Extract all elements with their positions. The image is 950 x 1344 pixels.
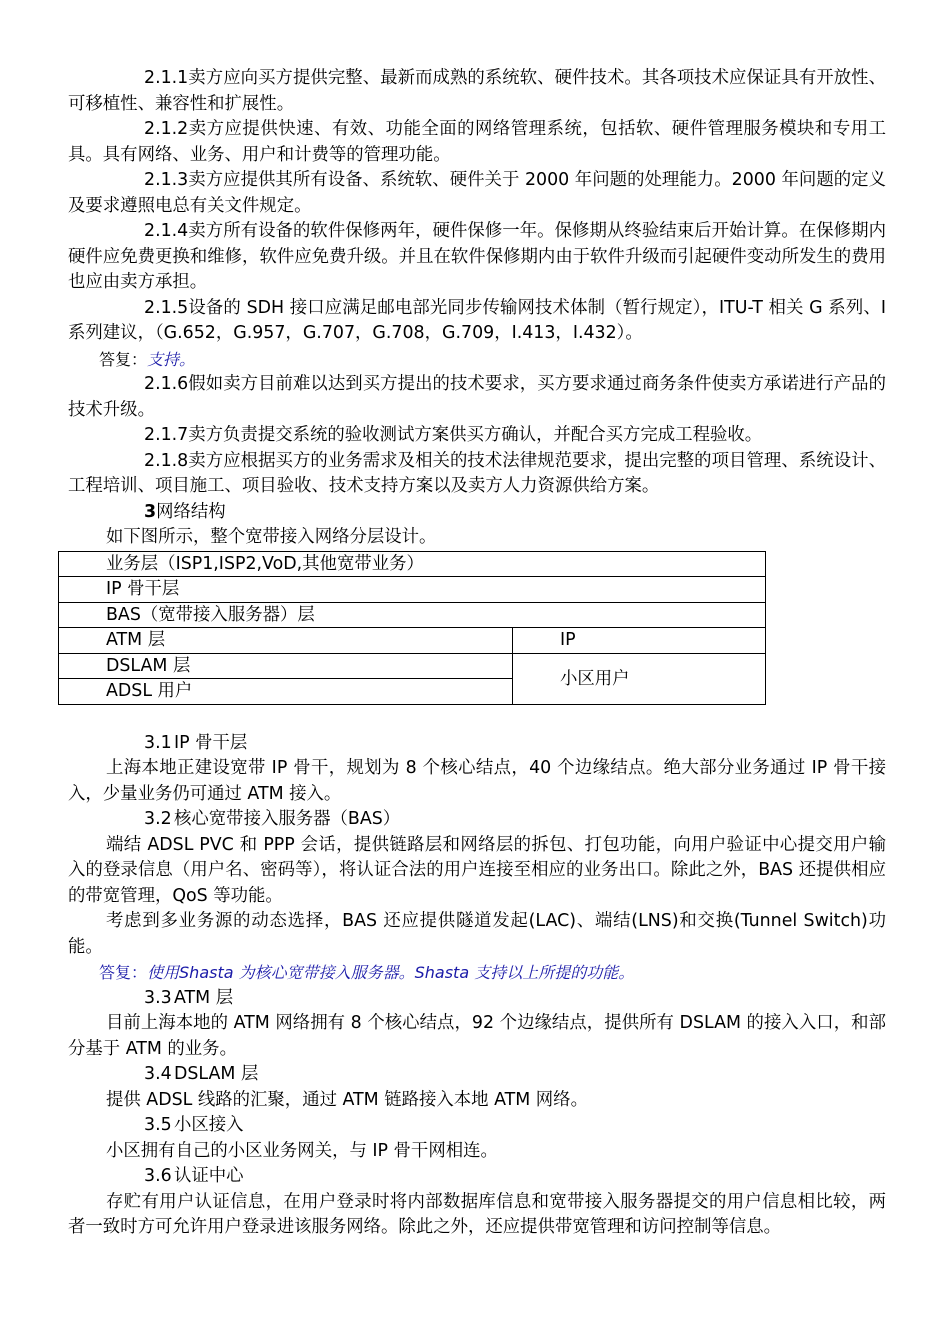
- section-number: 3.2: [144, 809, 172, 829]
- section-3-5-heading: [68, 1113, 886, 1139]
- table-row: [59, 577, 766, 603]
- clause-number: 2.1.3: [144, 170, 189, 190]
- reply-text: 支持。: [147, 349, 196, 369]
- clause-2-1-4: [68, 219, 886, 296]
- section-3-2-text-2: 考虑到多业务源的动态选择，BAS 还应提供隧道发起(LAC)、端结(LNS)和交换(Tunnel Switch)功能。: [68, 911, 886, 957]
- table-row: [59, 602, 766, 628]
- clause-number: 2.1.6: [144, 374, 189, 394]
- clause-2-1-8: [68, 449, 886, 500]
- section-3-4-text: 提供 ADSL 线路的汇聚，通过 ATM 链路接入本地 ATM 网络。: [106, 1089, 588, 1110]
- table-row: [59, 628, 766, 654]
- clause-text: 卖方应提供其所有设备、系统软、硬件关于 2000 年问题的处理能力。2000 年问题的定义及要求遵照电总有关文件规定。: [68, 170, 886, 216]
- table-cell: IP 骨干层: [59, 577, 766, 603]
- clause-number: 2.1.8: [144, 450, 189, 471]
- section-3-heading: [68, 500, 886, 526]
- table-cell: BAS（宽带接入服务器）层: [59, 602, 766, 628]
- section-title: 网络结构: [156, 501, 226, 522]
- section-3-4-heading: [68, 1062, 886, 1088]
- table-cell: 业务层（ISP1,ISP2,VoD,其他宽带业务）: [59, 551, 766, 577]
- clause-text: 设备的 SDH 接口应满足邮电部光同步传输网技术体制（暂行规定），ITU-T 相关 G 系列、I 系列建议，（G.652，G.957，G.707，G.708，G.709，I.413，I.432）。: [68, 297, 886, 343]
- clause-number: 2.1.5: [144, 297, 189, 318]
- reply-shasta: [68, 960, 886, 986]
- reply-support: [68, 347, 886, 373]
- section-number: 3.6: [144, 1166, 172, 1186]
- clause-2-1-7: [68, 423, 886, 449]
- section-number: 3.4: [144, 1064, 172, 1084]
- section-number: 3.5: [144, 1115, 172, 1135]
- clause-2-1-6: [68, 372, 886, 423]
- section-number: 3.3: [144, 987, 172, 1008]
- section-title: ATM 层: [174, 987, 234, 1008]
- clause-number: 2.1.2: [144, 119, 189, 139]
- document-page: [68, 66, 886, 1241]
- section-3-1-text: 上海本地正建设宽带 IP 骨干，规划为 8 个核心结点，40 个边缘结点。绝大部分业务通过 IP 骨干接入，少量业务仍可通过 ATM 接入。: [68, 758, 886, 804]
- reply-text: 使用Shasta 为核心宽带接入服务器。Shasta 支持以上所提的功能。: [147, 963, 635, 982]
- section-3-1-heading: [68, 731, 886, 757]
- table-cell: DSLAM 层: [59, 653, 513, 679]
- section-title: IP 骨干层: [174, 732, 248, 753]
- clause-text: 假如卖方目前难以达到买方提出的技术要求，买方要求通过商务条件使卖方承诺进行产品的技术升级。: [68, 374, 886, 420]
- clause-number: 2.1.4: [144, 221, 189, 241]
- table-cell: ADSL 用户: [59, 679, 513, 705]
- section-3-6-text: 存贮有用户认证信息，在用户登录时将内部数据库信息和宽带接入服务器提交的用户信息相比较，两者一致时方可允许用户登录进该服务网络。除此之外，还应提供带宽管理和访问控制等信息。: [68, 1191, 886, 1237]
- clause-2-1-3: [68, 168, 886, 219]
- table-row: [59, 551, 766, 577]
- section-3-2-text: 端结 ADSL PVC 和 PPP 会话，提供链路层和网络层的拆包、打包功能，向用户验证中心提交用户输入的登录信息（用户名、密码等），将认证合法的用户连接至相应的业务出口。除此之外，BAS 还提供相应的带宽管理，QoS 等功能。: [68, 834, 886, 906]
- section-3-intro: 如下图所示，整个宽带接入网络分层设计。: [106, 527, 437, 547]
- section-title: 认证中心: [174, 1166, 244, 1186]
- section-3-5-text: 小区拥有自己的小区业务网关，与 IP 骨干网相连。: [106, 1140, 498, 1161]
- section-number: 3.1: [144, 732, 172, 753]
- network-layer-table: [58, 551, 766, 705]
- clause-text: 卖方应根据买方的业务需求及相关的技术法律规范要求，提出完整的项目管理、系统设计、工程培训、项目施工、项目验收、技术支持方案以及卖方人力资源供给方案。: [68, 450, 886, 496]
- clause-text: 卖方负责提交系统的验收测试方案供买方确认，并配合买方完成工程验收。: [188, 425, 763, 445]
- clause-2-1-5: [68, 296, 886, 347]
- clause-number: 2.1.1: [144, 68, 189, 88]
- reply-label: 答复：: [99, 349, 148, 369]
- section-title: DSLAM 层: [174, 1064, 259, 1084]
- clause-number: 2.1.7: [144, 425, 189, 445]
- section-3-3-heading: [68, 986, 886, 1012]
- section-3-2-heading: [68, 807, 886, 833]
- reply-label: 答复：: [99, 963, 148, 982]
- table-cell: 小区用户: [513, 653, 766, 704]
- clause-text: 卖方应向买方提供完整、最新而成熟的系统软、硬件技术。其各项技术应保证具有开放性、可移植性、兼容性和扩展性。: [68, 68, 886, 114]
- table-cell: IP: [513, 628, 766, 654]
- section-3-6-heading: [68, 1164, 886, 1190]
- table-row: [59, 653, 766, 679]
- section-title: 小区接入: [174, 1115, 244, 1135]
- clause-2-1-2: [68, 117, 886, 168]
- section-3-3-text: 目前上海本地的 ATM 网络拥有 8 个核心结点，92 个边缘结点，提供所有 DSLAM 的接入入口，和部分基于 ATM 的业务。: [68, 1013, 886, 1059]
- section-title: 核心宽带接入服务器（BAS）: [174, 809, 401, 829]
- section-number: 3: [144, 501, 157, 522]
- clause-2-1-1: [68, 66, 886, 117]
- clause-text: 卖方所有设备的软件保修两年，硬件保修一年。保修期从终验结束后开始计算。在保修期内硬件应免费更换和维修，软件应免费升级。并且在软件保修期内由于软件升级而引起硬件变动所发生的费用也应由卖方承担。: [68, 221, 886, 292]
- table-cell: ATM 层: [59, 628, 513, 654]
- clause-text: 卖方应提供快速、有效、功能全面的网络管理系统，包括软、硬件管理服务模块和专用工具。具有网络、业务、用户和计费等的管理功能。: [68, 119, 886, 165]
